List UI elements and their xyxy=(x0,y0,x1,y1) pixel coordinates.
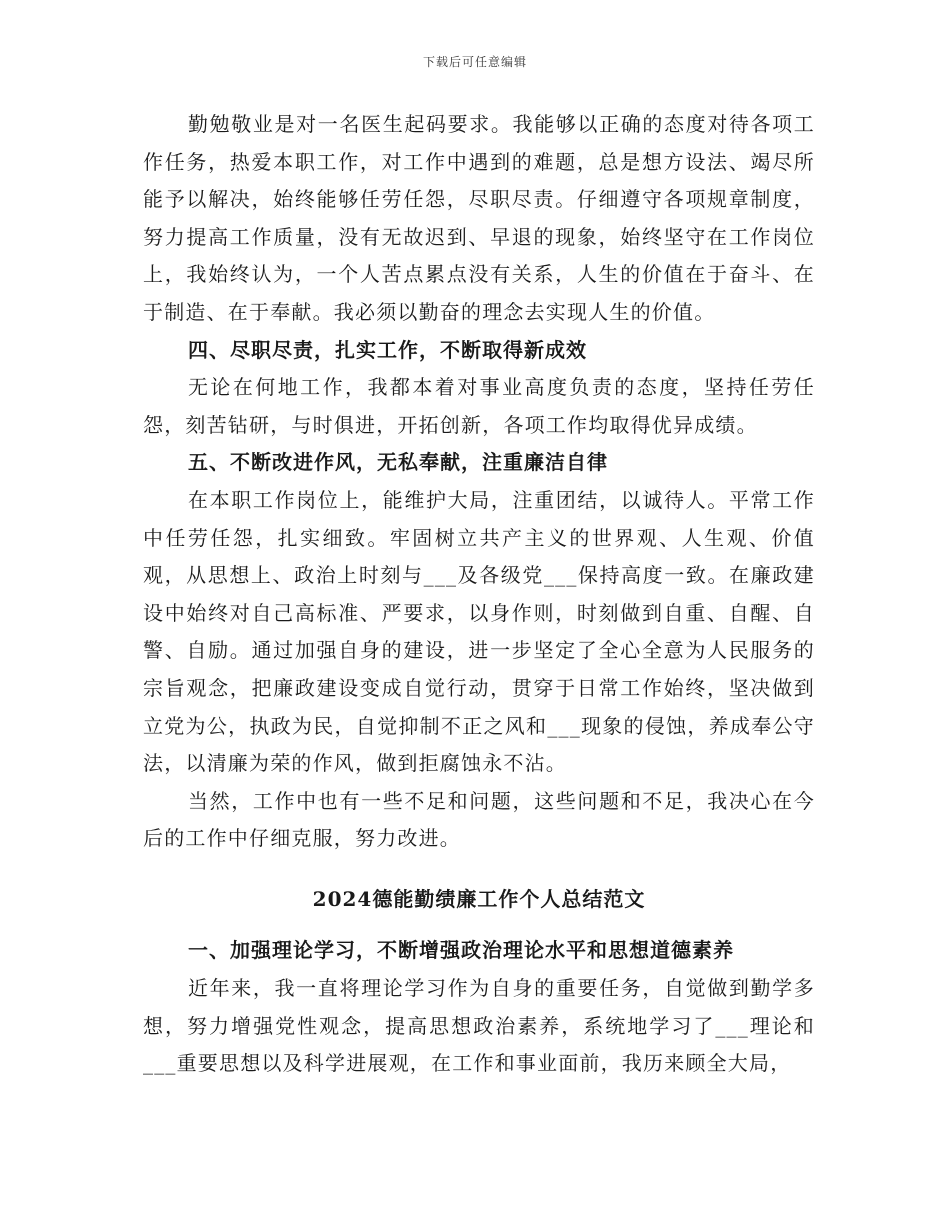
paragraph-diligence: 勤勉敬业是对一名医生起码要求。我能够以正确的态度对待各项工作任务，热爱本职工作，对工作中遇到的难题，总是想方设法、竭尽所能予以解决，始终能够任劳任怨，尽职尽责。仔细遵守各项规章制度，努力提高工作质量，没有无故迟到、早退的现象，始终坚守在工作岗位上，我始终认为，一个人苦点累点没有关系，人生的价值在于奋斗、在于制造、在于奉献。我必须以勤奋的理念去实现人生的价值。 xyxy=(143,112,815,324)
paragraph-shortcomings: 当然，工作中也有一些不足和问题，这些问题和不足，我决心在今后的工作中仔细克服，努力改进。 xyxy=(143,788,815,851)
heading-section-1: 一、加强理论学习，不断增强政治理论水平和思想道德素养 xyxy=(188,938,734,963)
page-header: 下载后可任意编辑 xyxy=(422,55,527,69)
paragraph-integrity: 在本职工作岗位上，能维护大局，注重团结，以诚待人。平常工作中任劳任怨，扎实细致。牢固树立共产主义的世界观、人生观、价值观，从思想上、政治上时刻与___及各级党___保持高度一致。在廉政建设中始终对自己高标准、严要求，以身作则，时刻做到自重、自醒、自警、自励。通过加强自身的建设，进一步坚定了全心全意为人民服务的宗旨观念，把廉政建设变成自觉行动，贯穿于日常工作始终，坚决做到立党为公，执政为民，自觉抑制不正之风和___现象的侵蚀，养成奉公守法，以清廉为荣的作风，做到拒腐蚀永不沾。 xyxy=(143,487,815,776)
heading-section-4: 四、尽职尽责，扎实工作，不断取得新成效 xyxy=(188,337,587,362)
document-title: 2024德能勤绩廉工作个人总结范文 xyxy=(312,886,646,911)
document-body xyxy=(143,106,815,1083)
heading-section-5: 五、不断改进作风，无私奉献，注重廉洁自律 xyxy=(188,450,608,475)
paragraph-theory-study: 近年来，我一直将理论学习作为自身的重要任务，自觉做到勤学多想，努力增强党性观念，提高思想政治素养，系统地学习了___理论和___重要思想以及科学进展观，在工作和事业面前，我历来顾全大局， xyxy=(143,976,815,1076)
paragraph-responsibility: 无论在何地工作，我都本着对事业高度负责的态度，坚持任劳任怨，刻苦钻研，与时俱进，开拓创新，各项工作均取得优异成绩。 xyxy=(143,375,815,437)
